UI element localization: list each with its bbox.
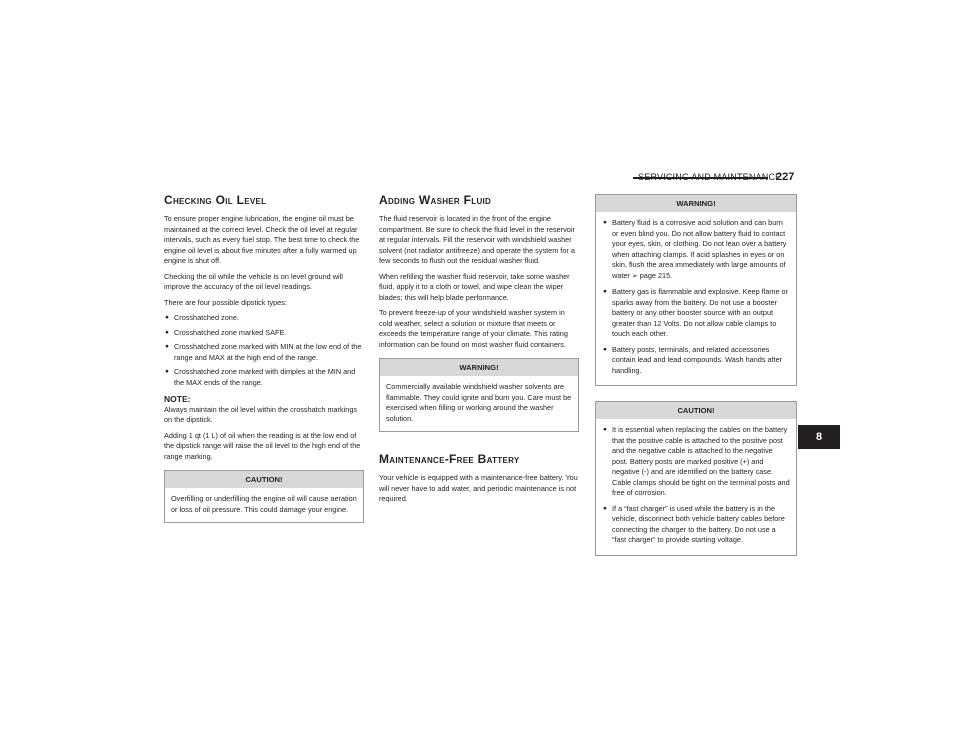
list-item: ● Crosshatched zone marked with MIN at the low end of the range and MAX at the high end of the range. (165, 342, 362, 362)
list-item: ● Crosshatched zone marked SAFE. (165, 327, 287, 337)
paragraph: Your vehicle is equipped with a maintenance-free battery. You will never have to add water, and periodic maintenance is not required. (379, 473, 578, 503)
section-title: SERVICING AND MAINTENANCE (638, 172, 782, 182)
paragraph: When refilling the washer fluid reservoir, take some washer fluid, apply it to a cloth or towel, and wipe clean the wiper blades; this will help blade performance. (379, 271, 570, 302)
heading-maintenance-free-battery: Maintenance-Free Battery (379, 452, 520, 466)
warning-box (595, 194, 797, 386)
list-item: ● Battery fluid is a corrosive acid solution and can burn or even blind you. Do not allow battery fluid to contact your eyes, skin, or clothing. Do not lean over a battery when attaching clamps. If acid splashes in eyes or on skin, flush the area immediately with large amounts of water ➢ page 215. (602, 218, 790, 282)
caution-text: Overfilling or underfilling the engine oil will cause aeration or loss of oil pressure. This could damage your engine. (171, 494, 357, 514)
bullet-icon: ● (603, 219, 607, 226)
warning-box (379, 358, 579, 432)
warning-title: WARNING! (596, 195, 796, 212)
list-item: ● Crosshatched zone marked with dimples at the MIN and the MAX ends of the range. (165, 367, 356, 387)
bullet-icon: ● (165, 314, 169, 321)
caution-box (595, 401, 797, 556)
caution-title: CAUTION! (596, 402, 796, 419)
caution-box (164, 470, 364, 523)
bullet-icon: ● (603, 426, 607, 433)
warning-title: WARNING! (380, 359, 578, 376)
paragraph: Checking the oil while the vehicle is on level ground will improve the accuracy of the oil level readings. (164, 271, 343, 291)
column-battery-safety (595, 194, 797, 556)
page-reference-arrow-icon: ➢ (631, 272, 638, 280)
bullet-icon: ● (165, 343, 169, 350)
paragraph: The fluid reservoir is located in the front of the engine compartment. Be sure to check the fluid level in the reservoir at regular intervals. Fill the reservoir with windshield washer solvent (not radiator antifreeze) and operate the system for a few seconds to flush out the residual washer fluid. (379, 214, 575, 265)
page-reference-link[interactable]: page 215. (639, 270, 673, 280)
note-label: NOTE: (164, 394, 191, 404)
column-oil (164, 193, 364, 523)
bullet-icon: ● (165, 368, 169, 375)
caution-title: CAUTION! (165, 471, 363, 488)
bullet-icon: ● (603, 288, 607, 295)
warning-text: Commercially available windshield washer solvents are flammable. They could ignite and burn you. Care must be exercised when filling or working around the washer solution. (386, 382, 572, 423)
list-item: ● If a “fast charger” is used while the battery is in the vehicle, disconnect both vehicle battery cables before connecting the charger to the battery. Do not use a “fast charger” to provide starting voltage. (603, 503, 785, 544)
list-item: ● It is essential when replacing the cables on the battery that the positive cable is attached to the positive post and the negative cable is attached to the negative post. Battery posts are marked positive (+) and negative (-) and are identified on the battery case. Cable clamps should be tight on the terminal posts and free of corrosion. (603, 425, 790, 497)
bullet-icon: ● (165, 328, 169, 336)
bullet-icon: ● (603, 504, 607, 512)
chapter-tab[interactable]: 8 (798, 425, 840, 449)
list-item: ● Battery gas is flammable and explosive. Keep flame or sparks away from the battery. Do not use a booster battery or any other booster source with an output greater than 12 Volts. Do not allow cable clamps to touch each other. (603, 287, 789, 338)
dipstick-type-list (164, 313, 364, 388)
list-item: ● Battery posts, terminals, and related accessories contain lead and lead compounds. Wash hands after handling. (603, 344, 783, 375)
paragraph: To prevent freeze-up of your windshield washer system in cold weather, select a solution or mixture that meets or exceeds the temperature range of your climate. This rating information can be found on most washer fluid containers. (379, 308, 568, 349)
note-text: Always maintain the oil level within the crosshatch markings on the dipstick. (164, 404, 358, 424)
paragraph: There are four possible dipstick types: (164, 297, 287, 307)
list-item: ● Crosshatched zone. (165, 313, 239, 322)
paragraph: Adding 1 qt (1 L) of oil when the reading is at the low end of the dipstick range will raise the oil level to the high end of the range marking. (164, 430, 361, 461)
page-number: 227 (776, 171, 795, 183)
heading-adding-washer-fluid: Adding Washer Fluid (379, 193, 492, 207)
bullet-icon: ● (603, 345, 607, 353)
paragraph: To ensure proper engine lubrication, the engine oil must be maintained at the correct level. Check the oil level at regular intervals, such as every fuel stop. The best time to check the engine oil level is about five minutes after a fully warmed up engine is shut off. (164, 214, 360, 265)
heading-checking-oil-level: Checking Oil Level (164, 193, 267, 207)
column-washer-battery (379, 193, 579, 510)
